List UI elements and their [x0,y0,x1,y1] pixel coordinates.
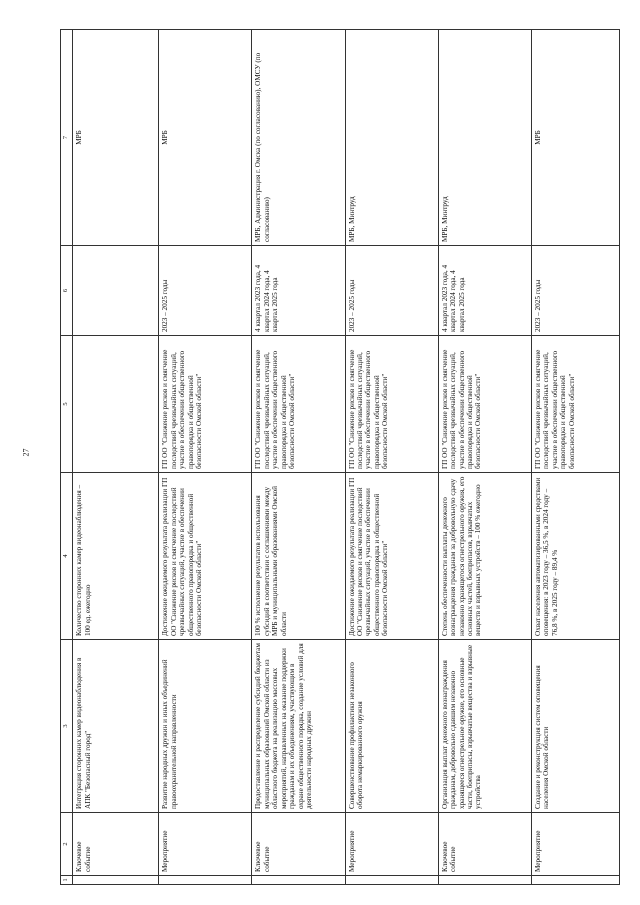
responsible-cell: МРБ, Администрация г. Омска (по согласованию), ОМСУ (по согласованию) [252,30,345,246]
name-cell: Организация выплат денежного вознаграждения гражданам, добровольно сдавшим незаконно хранящееся огнестрельное оружие, его основные части, боеприпасы, взрывчатые вещества и взрывные устройства [438,640,531,813]
document-cell: ГП ОО "Снижение рисков и смягчение последствий чрезвычайных ситуаций, участие в обеспечении общественного правопорядка и общественной безопасности Омской области" [252,336,345,473]
responsible-cell: МРБ, Минтруд [345,30,438,246]
type-cell: Ключевое событие [73,813,159,876]
row-number-cell [531,876,619,885]
table-row [159,30,252,885]
column-number: 2 [61,813,73,876]
name-cell: Предоставление и распределение субсидий бюджетам муниципальных образований Омской области из областного бюджета на реализацию массовых мероприятий, направленных на оказание поддержки гражданам и их объединениям, участвующим в охране общественного порядка, создание условий для деятельности народных дружин [252,640,345,813]
type-cell: Мероприятие [159,813,252,876]
type-cell: Ключевое событие [438,813,531,876]
row-number-cell [252,876,345,885]
term-cell: 4 квартал 2023 года, 4 квартал 2024 года, 4 квартал 2025 года [252,246,345,336]
table-row [252,30,345,885]
column-number: 6 [61,246,73,336]
indicator-cell: Количество сторонних камер видеонаблюдения – 100 ед. ежегодно [73,473,159,640]
term-cell: 2023 – 2025 годы [159,246,252,336]
column-number: 5 [61,336,73,473]
term-cell: 2023 – 2025 годы [345,246,438,336]
term-cell: 4 квартал 2023 года, 4 квартал 2024 года, 4 квартал 2025 года [438,246,531,336]
document-cell: ГП ОО "Снижение рисков и смягчение последствий чрезвычайных ситуаций, участие в обеспечении общественного правопорядка и общественной безопасности Омской области" [159,336,252,473]
events-table [60,29,620,885]
indicator-cell: Достижение ожидаемого результата реализации ГП ОО "Снижение рисков и смягчение последствий чрезвычайных ситуаций, участие в обеспечении общественного правопорядка и общественной безопасности Омской области" [159,473,252,640]
responsible-cell: МРБ [531,30,619,246]
column-number: 4 [61,473,73,640]
table-row [73,30,159,885]
document-cell [73,336,159,473]
page-number: 27 [21,448,31,457]
indicator-cell: Достижение ожидаемого результата реализации ГП ОО "Снижение рисков и смягчение последствий чрезвычайных ситуаций, участие в обеспечении общественного правопорядка и общественной безопасности Омской области" [345,473,438,640]
indicator-cell: Охват населения автоматизированными средствами оповещения: в 2023 году – 36,5 %, в 2024 году – 76,8 %, в 2025 году – 89,4 % [531,473,619,640]
document-cell: ГП ОО "Снижение рисков и смягчение последствий чрезвычайных ситуаций, участие в обеспечении общественного правопорядка и общественной безопасности Омской области" [531,336,619,473]
row-number-cell [438,876,531,885]
table-row [345,30,438,885]
name-cell: Совершенствование профилактики незаконного оборота немаркированного оружия [345,640,438,813]
responsible-cell: МРБ [159,30,252,246]
name-cell: Интеграция сторонних камер видеонаблюдения в АПК "Безопасный город" [73,640,159,813]
table-row [438,30,531,885]
name-cell: Создание и реконструкция систем оповещения населения Омской области [531,640,619,813]
rotated-sheet [60,30,620,885]
term-cell: 2023 – 2025 годы [531,246,619,336]
column-number: 7 [61,30,73,246]
document-cell: ГП ОО "Снижение рисков и смягчение последствий чрезвычайных ситуаций, участие в обеспечении общественного правопорядка и общественной безопасности Омской области" [345,336,438,473]
row-number-cell [345,876,438,885]
type-cell: Мероприятие [531,813,619,876]
responsible-cell: МРБ [73,30,159,246]
rotated-table-frame [60,30,620,885]
row-number-cell [159,876,252,885]
responsible-cell: МРБ, Минтруд [438,30,531,246]
indicator-cell: 100 % исполнение результатов использования субсидий в соответствии с соглашениями между МРБ и муниципальными образованиями Омской области [252,473,345,640]
column-number: 3 [61,640,73,813]
column-number: 1 [61,876,73,885]
indicator-cell: Степень обеспеченности выплаты денежного вознаграждения гражданам за добровольную сдачу незаконно хранящегося огнестрельного оружия, его основных частей, боеприпасов, взрывчатых веществ и взрывных устройств – 100 % ежегодно [438,473,531,640]
column-number-row [61,30,73,885]
table-row [531,30,619,885]
term-cell [73,246,159,336]
row-number-cell [73,876,159,885]
name-cell: Развитие народных дружин и иных объединений правоохранительной направленности [159,640,252,813]
type-cell: Ключевое событие [252,813,345,876]
document-cell: ГП ОО "Снижение рисков и смягчение последствий чрезвычайных ситуаций, участие в обеспечении общественного правопорядка и общественной безопасности Омской области" [438,336,531,473]
type-cell: Мероприятие [345,813,438,876]
